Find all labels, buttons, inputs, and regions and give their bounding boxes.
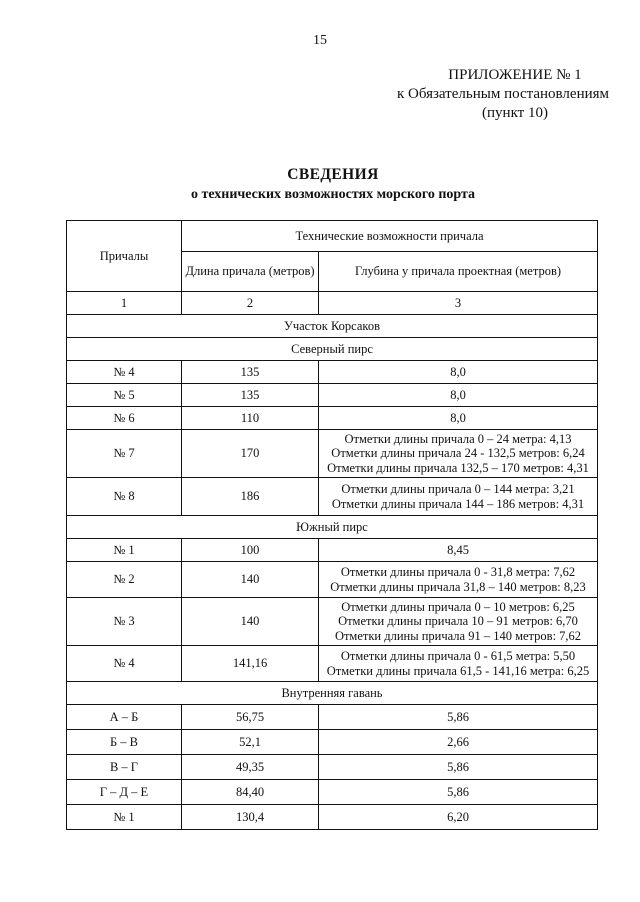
column-number: 2 <box>182 292 319 315</box>
depth-line: Отметки длины причала 0 – 10 метров: 6,25 <box>341 599 575 614</box>
section-row <box>67 516 598 539</box>
depth-line: 8,45 <box>447 542 469 557</box>
depth-line: 8,0 <box>450 410 466 425</box>
berth-length: 49,35 <box>182 755 319 780</box>
berth-length: 84,40 <box>182 780 319 805</box>
berth-name: № 1 <box>67 805 182 830</box>
berth-name: № 5 <box>67 384 182 407</box>
depth-line: Отметки длины причала 0 - 61,5 метра: 5,50 <box>340 649 576 663</box>
berth-length: 130,4 <box>182 805 319 830</box>
berth-length: 135 <box>182 384 319 407</box>
document-title <box>0 166 640 203</box>
table-row <box>67 780 598 805</box>
depth-line: Отметки длины причала 24 - 132,5 метров: 6,24 <box>331 446 585 461</box>
berth-length: 100 <box>182 539 319 562</box>
berth-name: В – Г <box>67 755 182 780</box>
inner-harbor-rows <box>67 705 598 830</box>
table-row <box>67 539 598 562</box>
depth-line: Отметки длины причала 0 – 24 метра: 4,13 <box>344 431 572 446</box>
depth-line: Отметки длины причала 31,8 – 140 метров: 8,23 <box>330 579 586 594</box>
depth-line: Отметки длины причала 91 – 140 метров: 7,62 <box>334 628 582 643</box>
berth-name: № 1 <box>67 539 182 562</box>
table-row <box>67 598 598 646</box>
berth-depth <box>319 430 598 478</box>
berth-name: А – Б <box>67 705 182 730</box>
section-north-label: Северный пирс <box>67 338 598 361</box>
table-row <box>67 384 598 407</box>
table-row <box>67 478 598 516</box>
depth-line: 6,20 <box>447 809 469 824</box>
berth-depth <box>319 384 598 407</box>
table-row <box>67 646 598 682</box>
berth-length: 52,1 <box>182 730 319 755</box>
appendix-reference: к Обязательным постановлениям <box>396 86 610 102</box>
table-row <box>67 562 598 598</box>
berth-name: № 2 <box>67 562 182 598</box>
table-row <box>67 730 598 755</box>
berth-table <box>66 220 598 830</box>
berth-name: № 4 <box>67 361 182 384</box>
title-sub: о технических возможностях морского порта <box>190 187 476 202</box>
section-south-label: Южный пирс <box>67 516 598 539</box>
berth-depth <box>319 646 598 682</box>
north-pier-rows <box>67 361 598 516</box>
berth-depth <box>319 730 598 755</box>
berth-name: № 4 <box>67 646 182 682</box>
berth-depth <box>319 598 598 646</box>
header-length: Длина причала (метров) <box>182 252 319 292</box>
depth-line: 8,0 <box>450 364 466 379</box>
depth-line: Отметки длины причала 144 – 186 метров: 4,31 <box>331 496 585 511</box>
berth-depth <box>319 361 598 384</box>
table-row <box>67 430 598 478</box>
title-main: СВЕДЕНИЯ <box>287 166 379 183</box>
berth-length: 170 <box>182 430 319 478</box>
berth-name: № 7 <box>67 430 182 478</box>
depth-line: Отметки длины причала 10 – 91 метров: 6,70 <box>338 614 578 629</box>
table-row <box>67 805 598 830</box>
depth-line: 5,86 <box>447 709 469 724</box>
depth-line: Отметки длины причала 61,5 - 141,16 метра: 6,25 <box>326 663 590 678</box>
table-row <box>67 407 598 430</box>
column-number: 3 <box>319 292 598 315</box>
berth-length: 140 <box>182 562 319 598</box>
depth-line: 5,86 <box>447 759 469 774</box>
column-number: 1 <box>67 292 182 315</box>
depth-line: 5,86 <box>447 784 469 799</box>
berth-length: 186 <box>182 478 319 516</box>
berth-name: № 8 <box>67 478 182 516</box>
berth-length: 141,16 <box>182 646 319 682</box>
berth-name: Г – Д – Е <box>67 780 182 805</box>
area-label: Участок Корсаков <box>67 315 598 338</box>
header-capabilities: Технические возможности причала <box>182 221 598 252</box>
header-row <box>67 221 598 252</box>
berth-depth <box>319 478 598 516</box>
appendix-title: ПРИЛОЖЕНИЕ № 1 <box>448 67 582 83</box>
section-row <box>67 338 598 361</box>
berth-depth <box>319 539 598 562</box>
berth-length: 56,75 <box>182 705 319 730</box>
berth-name: № 6 <box>67 407 182 430</box>
berth-depth <box>319 755 598 780</box>
section-inner-label: Внутренняя гавань <box>67 682 598 705</box>
berth-name: № 3 <box>67 598 182 646</box>
berth-length: 110 <box>182 407 319 430</box>
column-number-row <box>67 292 598 315</box>
table-row <box>67 361 598 384</box>
table-row <box>67 705 598 730</box>
section-row <box>67 682 598 705</box>
berth-depth <box>319 407 598 430</box>
table-row <box>67 755 598 780</box>
depth-line: Отметки длины причала 0 – 144 метра: 3,21 <box>341 482 575 496</box>
berth-length: 135 <box>182 361 319 384</box>
berth-length: 140 <box>182 598 319 646</box>
area-row <box>67 315 598 338</box>
appendix-block <box>380 66 640 123</box>
south-pier-rows <box>67 539 598 682</box>
depth-line: 2,66 <box>447 734 469 749</box>
page-number: 15 <box>313 33 327 48</box>
header-berths: Причалы <box>67 221 182 292</box>
berth-depth <box>319 780 598 805</box>
berth-depth <box>319 805 598 830</box>
berth-name: Б – В <box>67 730 182 755</box>
berth-depth <box>319 562 598 598</box>
depth-line: 8,0 <box>450 387 466 402</box>
appendix-clause: (пункт 10) <box>482 105 548 121</box>
header-depth: Глубина у причала проектная (метров) <box>319 252 598 292</box>
depth-line: Отметки длины причала 0 - 31,8 метра: 7,62 <box>340 565 576 579</box>
depth-line: Отметки длины причала 132,5 – 170 метров: 4,31 <box>327 460 589 475</box>
berth-depth <box>319 705 598 730</box>
